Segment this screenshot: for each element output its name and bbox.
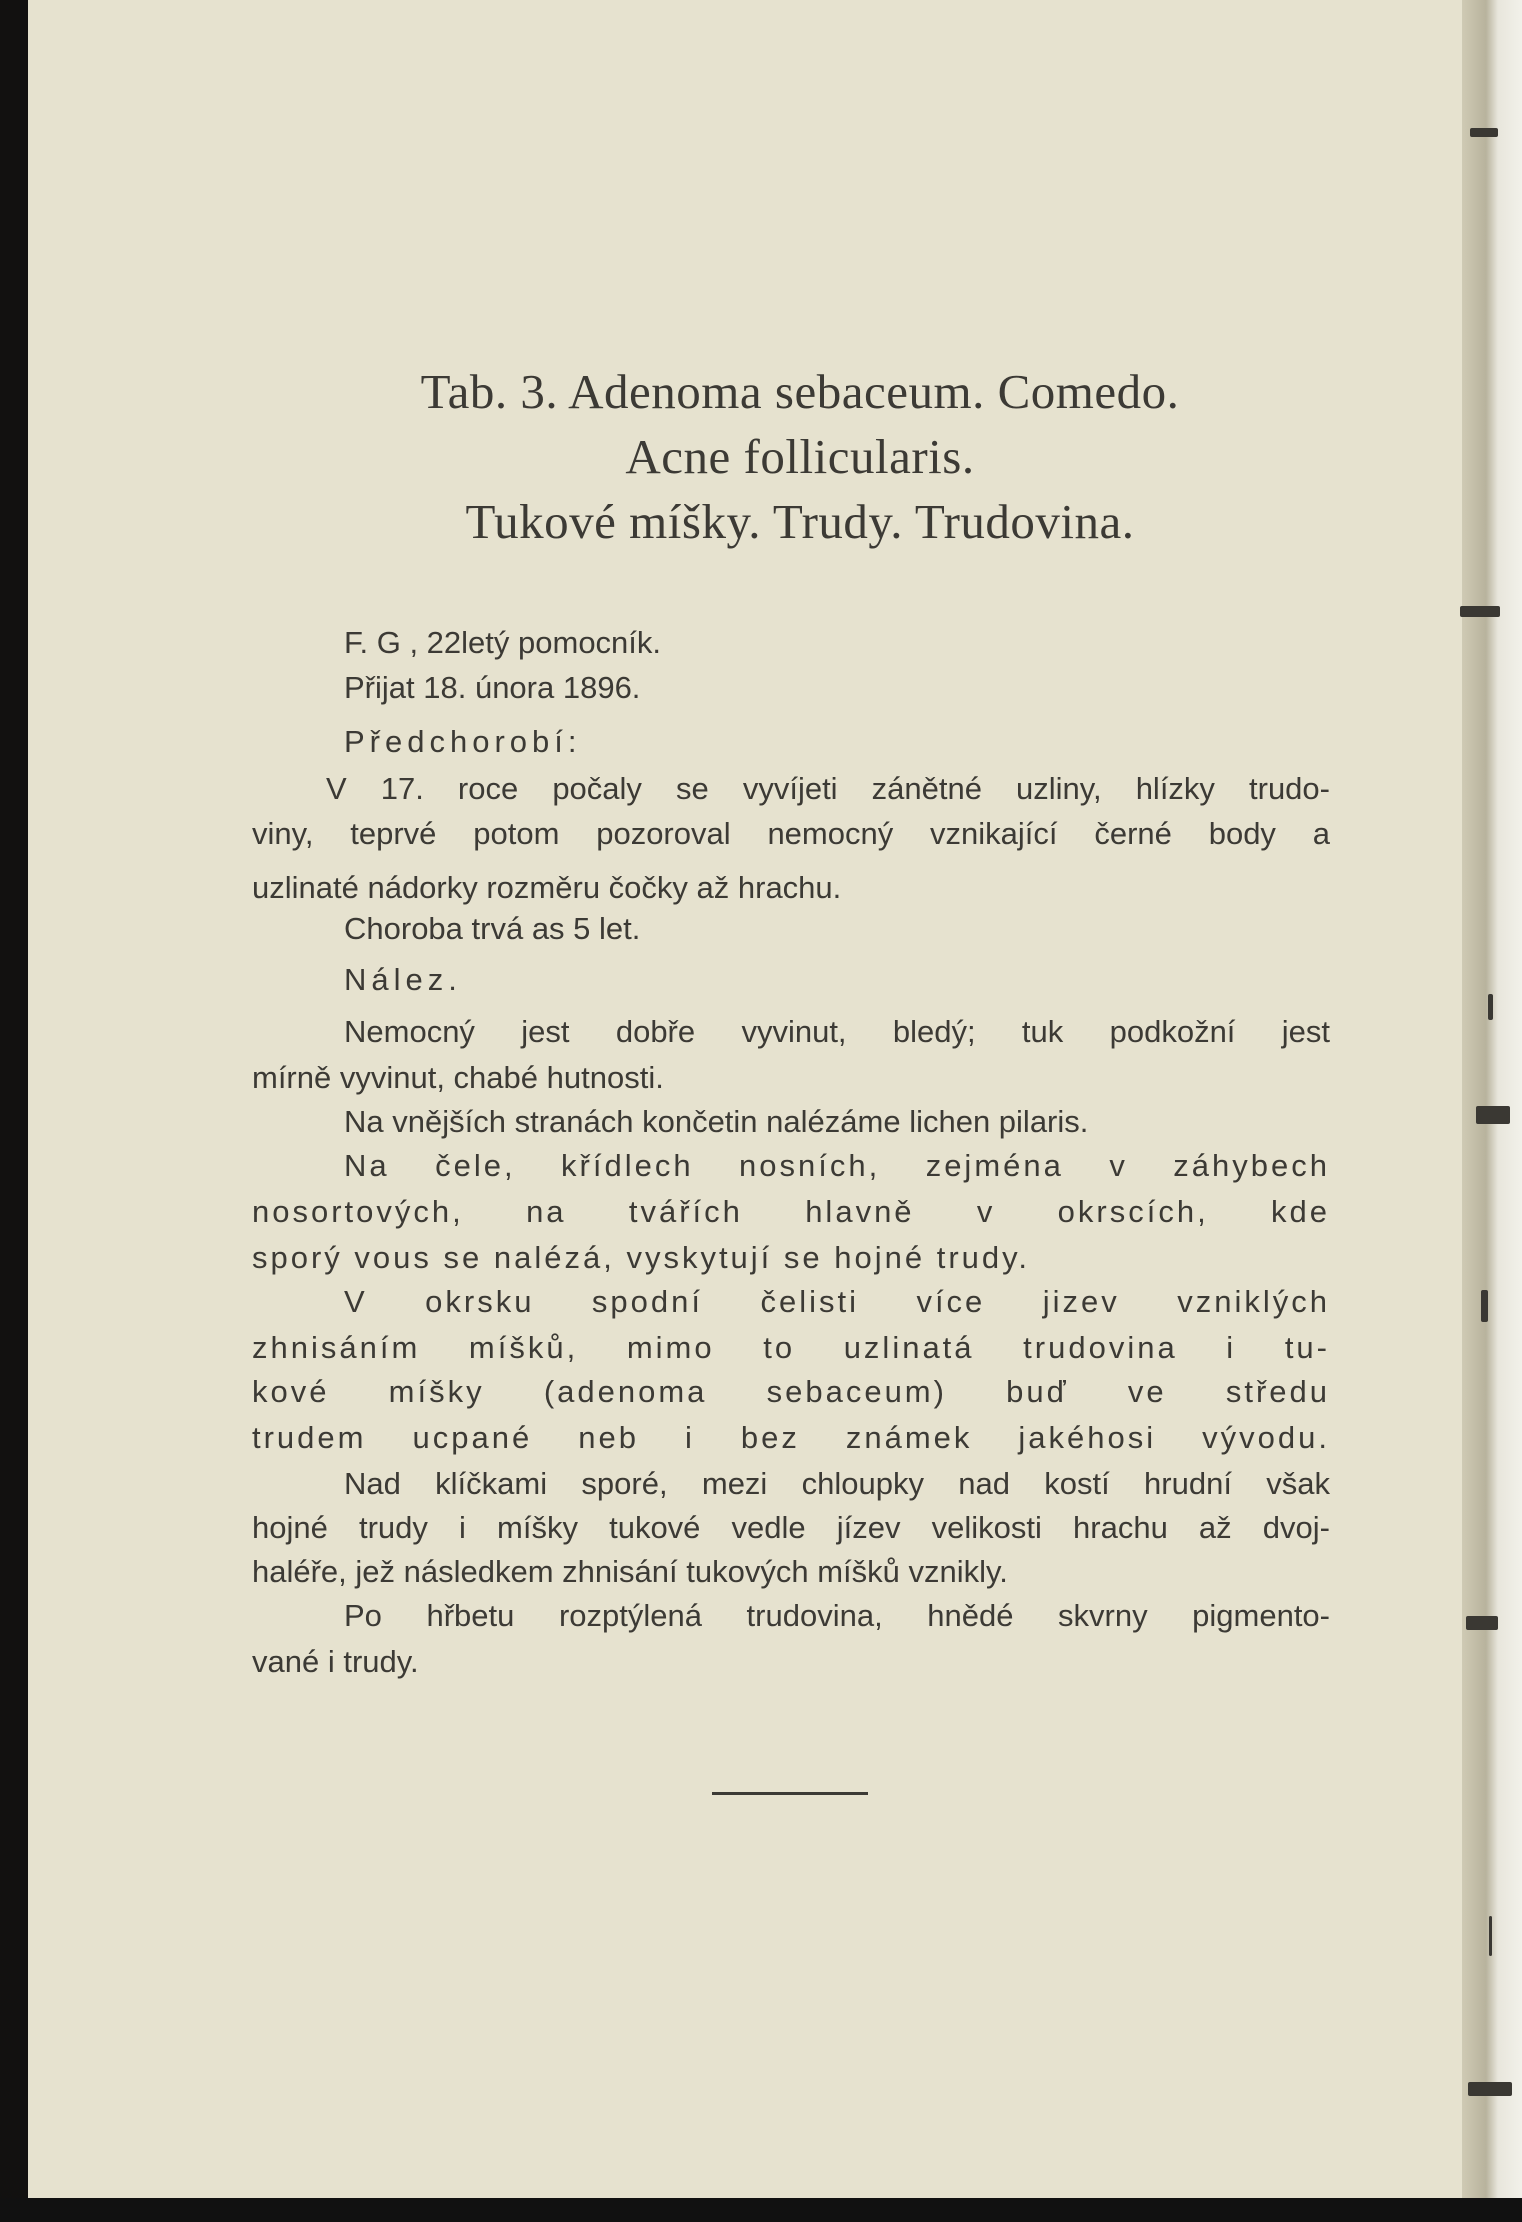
patient-line: F. G , 22letý pomocník.	[344, 625, 662, 660]
heading-line-2: Acne follicularis.	[625, 429, 975, 484]
paragraph-line: Na čele, křídlech nosních, zejména v záhybech	[344, 1148, 1330, 1183]
edge-mark	[1466, 1616, 1498, 1630]
section-heading-anamnesis: Předchorobí:	[344, 724, 582, 759]
paragraph-line: uzlinaté nádorky rozměru čočky až hrachu.	[252, 870, 842, 905]
paragraph-line: mírně vyvinut, chabé hutnosti.	[252, 1060, 664, 1095]
edge-mark	[1468, 2082, 1512, 2096]
end-rule	[712, 1792, 868, 1795]
edge-mark	[1460, 606, 1500, 617]
book-page	[28, 0, 1480, 2198]
paragraph-line: Po hřbetu rozptýlená trudovina, hnědé skvrny pigmento-	[344, 1598, 1330, 1633]
paragraph-line: Na vnějších stranách končetin nalézáme lichen pilaris.	[344, 1104, 1089, 1139]
paragraph-line: viny, teprvé potom pozoroval nemocný vznikající černé body a	[252, 816, 1330, 851]
paragraph-line: vané i trudy.	[252, 1644, 419, 1679]
heading-line-3: Tukové míšky. Trudy. Trudovina.	[465, 494, 1135, 549]
paragraph-line: Choroba trvá as 5 let.	[344, 911, 641, 946]
paragraph-line: V okrsku spodní čelisti více jizev vzniklých	[344, 1284, 1330, 1319]
heading-line-1: Tab. 3. Adenoma sebaceum. Comedo.	[420, 364, 1180, 419]
paragraph-line: Nad klíčkami sporé, mezi chloupky nad kostí hrudní však	[344, 1466, 1330, 1501]
paragraph-line: hojné trudy i míšky tukové vedle jízev velikosti hrachu až dvoj-	[252, 1510, 1330, 1545]
paragraph-line: zhnisáním míšků, mimo to uzlinatá trudovina i tu-	[252, 1330, 1330, 1365]
edge-mark	[1489, 1916, 1492, 1956]
scan-bottom-edge	[0, 2198, 1522, 2222]
paragraph-line: trudem ucpané neb i bez známek jakéhosi vývodu.	[252, 1420, 1330, 1455]
edge-mark	[1470, 128, 1498, 137]
paragraph-line: Nemocný jest dobře vyvinut, bledý; tuk podkožní jest	[344, 1014, 1330, 1049]
paragraph-line: haléře, jež následkem zhnisání tukových míšků vznikly.	[252, 1554, 1008, 1589]
scan-left-edge	[0, 0, 28, 2222]
paragraph-line: kové míšky (adenoma sebaceum) buď ve středu	[252, 1374, 1330, 1409]
paragraph-line: V 17. roce počaly se vyvíjeti zánětné uzliny, hlízky trudo-	[326, 771, 1330, 806]
edge-mark	[1476, 1106, 1510, 1124]
edge-mark	[1488, 994, 1493, 1020]
paragraph-line: nosortových, na tvářích hlavně v okrscích, kde	[252, 1194, 1330, 1229]
admission-line: Přijat 18. února 1896.	[344, 670, 641, 705]
section-heading-findings: Nález.	[344, 962, 462, 997]
paragraph-line: sporý vous se nalézá, vyskytují se hojné trudy.	[252, 1240, 1030, 1275]
edge-mark	[1481, 1290, 1488, 1322]
